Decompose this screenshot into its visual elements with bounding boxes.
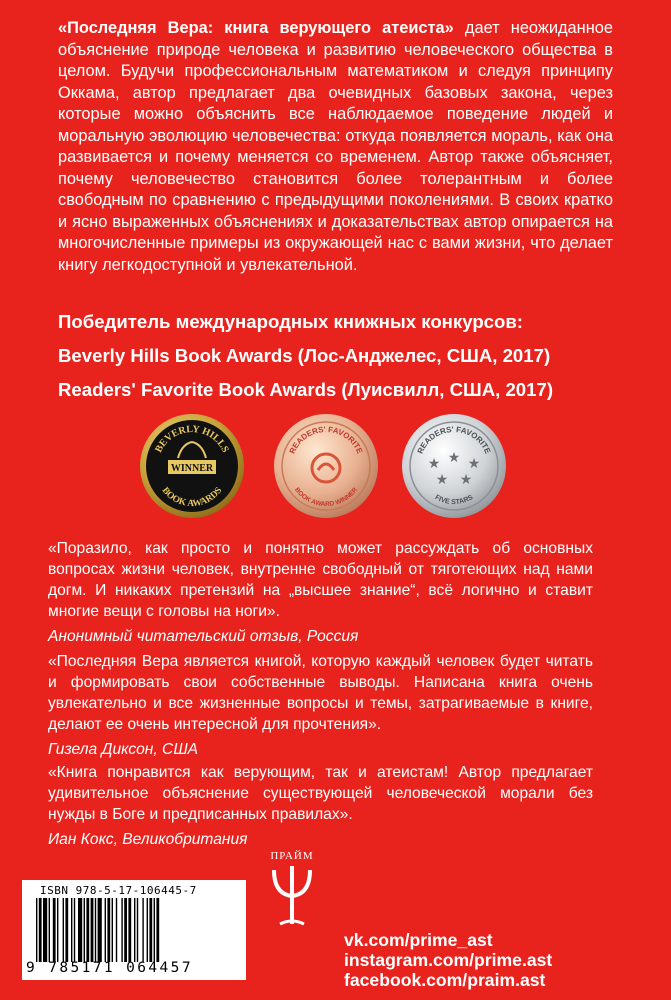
beverly-badge-top: BEVERLY HILLS — [153, 423, 231, 455]
barcode-bar — [149, 898, 152, 962]
barcode-bar — [63, 898, 64, 962]
review-author: Анонимный читательский отзыв, Россия — [48, 628, 359, 645]
social-links — [344, 930, 664, 990]
readers-favorite-award-badge — [272, 412, 380, 520]
barcode-bar — [57, 898, 58, 962]
review-text: «Книга понравится как верующим, так и атеистам! Автор предлагает удивительное объяснение существующей человеческой морали без нужды в Боге и предписанных правилах». — [48, 764, 593, 823]
readers-stars-bottom: FIVE STARS — [433, 494, 475, 507]
barcode-bar — [116, 898, 117, 962]
barcode-bar — [142, 898, 143, 962]
readers-award-bottom: BOOK AWARD WINNER — [293, 486, 359, 509]
barcode-bar — [147, 898, 148, 962]
barcode-bar — [112, 898, 113, 962]
barcode-bar — [105, 898, 106, 962]
svg-text:★: ★ — [427, 456, 441, 472]
barcode-bar — [74, 898, 75, 962]
barcode-bar — [128, 898, 131, 962]
barcode-bar — [53, 898, 56, 962]
review-author: Иан Кокс, Великобритания — [48, 831, 248, 848]
publisher-name: ПРАЙМ — [270, 850, 314, 862]
award-item: Beverly Hills Book Awards (Лос-Анджелес, США, 2017) — [58, 345, 551, 366]
review-author: Гизела Диксон, США — [48, 741, 199, 758]
awards-heading: Победитель международных книжных конкурсов: — [58, 311, 523, 332]
beverly-badge-middle: WINNER — [170, 463, 214, 474]
description-text: дает неожиданное объяснение природе человека и развитию человеческого общества в целом. Будучи профессиональным математиком и следуя принципу Оккама, автор предлагает два очевидных базовых закона, через которые можно объяснить все наблюдаемое поведение людей и моральную эволюцию человечества: откуда появляется мораль, как она развивается и почему меняется со временем. Автор также объясняет, почему человечество становится более толерантным и более свободным по сравнению с предыдущими поколениями. В своих кратко и ясно выраженных объяснениях и доказательствах автор опирается на многочисленные примеры из окружающей нас с вами жизни, что делает книгу легкодоступной и увлекательной. — [58, 19, 613, 274]
review-text: «Поразило, как просто и понятно может рассуждать об основных вопросах жизни человек, внутренне свободный от тяготеющих над нами догм. И никаких претензий на „высшее знание“, всё логично и ставит многие вещи с головы на ноги». — [48, 540, 593, 620]
barcode-bar — [65, 898, 68, 962]
barcode-bar — [137, 898, 138, 962]
vk-link[interactable]: vk.com/prime_ast — [344, 930, 493, 950]
barcode-bar — [91, 898, 94, 962]
readers-award-top: READERS' FAVORITE — [287, 424, 365, 456]
award-item: Readers' Favorite Book Awards (Луисвилл, США, 2017) — [58, 379, 554, 400]
beverly-badge-bottom: BOOK AWARDS — [159, 485, 225, 510]
barcode-bar — [84, 898, 85, 962]
barcode — [22, 880, 246, 980]
barcode-bar — [43, 898, 47, 962]
facebook-link[interactable]: facebook.com/praim.ast — [344, 970, 546, 990]
barcode-bar — [36, 898, 37, 962]
barcode-bar — [107, 898, 110, 962]
instagram-link[interactable]: instagram.com/prime.ast — [344, 950, 553, 970]
barcode-bar — [134, 898, 135, 962]
barcode-bar — [156, 898, 159, 962]
barcode-bar — [39, 898, 42, 962]
barcode-bar — [121, 898, 122, 962]
barcode-bar — [98, 898, 102, 962]
review-text: «Последняя Вера является книгой, которую каждый человек будет читать и формировать свои собственные выводы. Написана книга очень увлекательно и все жизненные вопросы и темы, затрагиваемые в книге, делают ее очень интересной для прочтения». — [48, 653, 593, 733]
svg-text:★: ★ — [467, 456, 481, 472]
readers-stars-top: READERS' FAVORITE — [415, 424, 493, 456]
isbn-number: ISBN 978-5-17-106445-7 — [40, 884, 197, 897]
awards-section — [58, 305, 618, 407]
review-2 — [48, 651, 593, 760]
svg-text:★: ★ — [459, 472, 473, 488]
barcode-bar — [71, 898, 72, 962]
ean-number: 9 785171 064457 — [26, 960, 193, 976]
beverly-hills-winner-badge — [138, 412, 246, 520]
barcode-bars — [36, 898, 236, 962]
svg-text:★: ★ — [447, 450, 461, 466]
book-description — [58, 18, 613, 276]
barcode-bar — [49, 898, 50, 962]
barcode-bar — [78, 898, 82, 962]
barcode-bar — [95, 898, 96, 962]
review-1 — [48, 538, 593, 647]
barcode-bar — [154, 898, 155, 962]
award-badges — [0, 412, 671, 522]
svg-text:★: ★ — [435, 472, 449, 488]
publisher-logo-icon — [262, 848, 322, 928]
barcode-bar — [86, 898, 89, 962]
barcode-bar — [124, 898, 127, 962]
readers-favorite-five-stars-badge — [400, 412, 508, 520]
book-title: «Последняя Вера: книга верующего атеиста» — [58, 19, 454, 37]
review-3 — [48, 762, 593, 850]
